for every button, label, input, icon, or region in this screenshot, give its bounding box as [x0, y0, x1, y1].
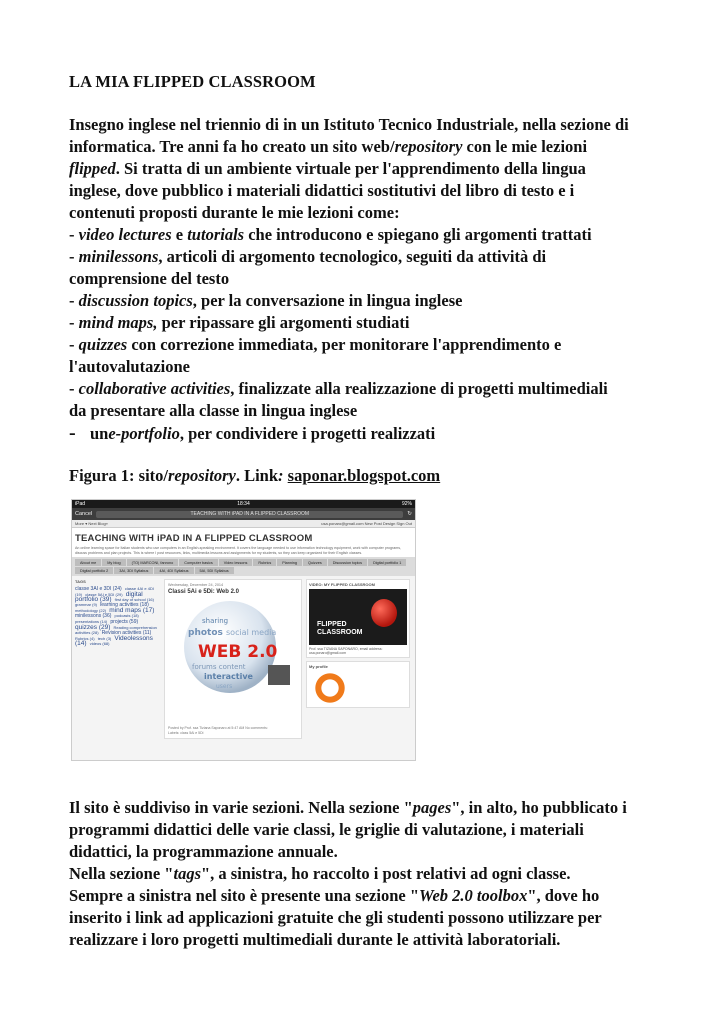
list-item-quizzes-cont: l'autovalutazione [69, 357, 191, 376]
tags-sidebar [75, 579, 160, 739]
tab-page[interactable]: Discussion topics [328, 559, 367, 566]
tag-link[interactable]: videos (68) [89, 641, 110, 646]
tab-page[interactable]: Computer basics [179, 559, 218, 566]
tab-page[interactable]: 5AI, 5DI Syllabus [195, 567, 234, 574]
tags-header: TAGS [75, 579, 86, 584]
reload-icon[interactable]: ↻ [407, 511, 412, 517]
tag-link[interactable]: grammar (9) [75, 602, 98, 607]
tag-cloud [75, 586, 160, 646]
video-widget [306, 579, 410, 658]
video-player[interactable]: FLIPPED CLASSROOM [309, 589, 407, 645]
list-item-minilessons-cont: comprensione del testo [69, 269, 230, 288]
closing-line: programmi didattici delle varie classi, le griglie di valutazione, i materiali [69, 820, 584, 839]
tab-page[interactable]: About me [75, 559, 101, 566]
list-item-eportfolio: - un e-portfolio , per condividere i progetti realizzati [69, 422, 436, 444]
svg-text:photos: photos [188, 628, 223, 638]
intro-line: contenuti proposti durante le mie lezioni come: [69, 203, 400, 222]
tag-link[interactable]: methodology (22) [75, 608, 107, 613]
blog-screenshot-figure [71, 499, 416, 761]
device-label: iPad [75, 501, 86, 507]
tag-link[interactable]: Rubrics (4) [75, 636, 95, 641]
figure-caption: Figura 1: sito/repository. Link: saponar.blogspot.com [69, 466, 441, 485]
closing-line: inserito i link ad applicazioni gratuite che gli studenti possono utilizzare per [69, 908, 602, 927]
blog-columns [72, 576, 415, 742]
tag-link[interactable]: presentations (14) [75, 619, 108, 624]
tag-link[interactable]: minilessons (36) [75, 613, 112, 619]
tag-link[interactable]: quizzes (29) [75, 624, 111, 631]
ipad-status-bar [72, 500, 415, 508]
tag-link[interactable]: classe 4AI e 4DI (19) [75, 586, 154, 597]
svg-text:users: users [216, 683, 233, 690]
intro-line: inglese, dove pubblico i materiali didattici sostitutivi del libro di testo e i [69, 181, 575, 200]
browser-bar [72, 508, 415, 520]
svg-text:WEB 2.0: WEB 2.0 [198, 642, 278, 662]
svg-text:interactive: interactive [204, 672, 253, 681]
tag-link[interactable]: classe 5AI e 5DI (29) [85, 592, 123, 597]
tag-link[interactable]: classe 3AI e 3DI (24) [75, 586, 122, 592]
closing-line: Sempre a sinistra nel sito è presente una sezione "Web 2.0 toolbox", dove ho [69, 886, 600, 905]
blog-description: An online learning space for Italian students who use computers in an English-speaking environment. It covers the language needed to use information technology equipment, work with computer programs, discuss problems and plan projects. This is where I post resources, links, multimedia lessons and assignments for my students, so they can keep organized for their English classes. [75, 546, 402, 555]
navbar-right[interactable]: usa.ponaro@gmail.com New Post Design Sign Out [321, 521, 412, 526]
video-caption: Prof. ssa TIZIANA SAPONARO, email address: usa.ponaro@gmail.com [309, 647, 383, 655]
intro-line: Insegno inglese nel triennio di in un Istituto Tecnico Industriale, nella sezione di [69, 115, 629, 134]
post-footer: Posted by Prof. ssa Tiziana Saponaro at 5:47 AM No comments: Labels: class 5Ai e 5Di [168, 726, 268, 735]
tag-link[interactable]: digital portfolio (39) [75, 591, 143, 603]
blogger-navbar [72, 520, 415, 528]
battery-level: 92% [401, 501, 412, 507]
intro-line: flipped. Si tratta di un ambiente virtuale per l'apprendimento della lingua [69, 159, 586, 178]
status-time: 18:34 [237, 501, 250, 507]
svg-text:social media: social media [226, 628, 277, 637]
tab-page[interactable]: 3AI, 3DI Syllabus [114, 567, 153, 574]
apple-icon [371, 599, 397, 627]
blog-header [72, 528, 415, 557]
tag-link[interactable]: podcasts (18) [114, 613, 139, 618]
list-item-mind-maps: - mind maps, per ripassare gli argomenti studiati [69, 313, 410, 332]
tag-link[interactable]: first day of school (16) [114, 597, 154, 602]
tag-link[interactable]: Reading comprehension activities (28) [75, 625, 157, 635]
profile-badge-icon[interactable] [313, 671, 347, 705]
blog-link[interactable]: saponar.blogspot.com [287, 466, 441, 485]
blog-title[interactable]: TEACHING WITH iPAD IN A FLIPPED CLASSROOM [75, 533, 313, 544]
tab-page[interactable]: My blog [102, 559, 125, 566]
svg-text:forums content: forums content [192, 663, 246, 671]
intro-line: informatica. Tre anni fa ho creato un sito web/repository con le mie lezioni [69, 137, 588, 156]
tag-link[interactable]: projects (59) [110, 619, 139, 625]
list-item-collaborative: - collaborative activities, finalizzate alla realizzazione di progetti multimediali [69, 379, 608, 398]
web20-sphere-image [168, 595, 298, 700]
tab-page[interactable]: Video lessons [219, 559, 253, 566]
video-header: VIDEO: MY FLIPPED CLASSROOM [309, 582, 375, 587]
closing-line: Nella sezione "tags", a sinistra, ho raccolto i post relativi ad ogni classe. [69, 864, 571, 883]
list-item-minilessons: - minilessons, articoli di argomento tecnologico, seguiti da attività di [69, 247, 547, 266]
closing-paragraph [69, 797, 669, 951]
tag-link[interactable]: learning activities (18) [100, 602, 149, 608]
right-sidebar [306, 579, 410, 739]
tag-link[interactable]: Videolessons (14) [75, 635, 153, 647]
list-item-discussion-topics: - discussion topics, per la conversazione in lingua inglese [69, 291, 463, 310]
closing-line: didattici, la programmazione annuale. [69, 842, 338, 861]
intro-paragraph [69, 114, 669, 445]
list-item-video-lectures: - video lectures e tutorials che introducono e spiegano gli argomenti trattati [69, 225, 592, 244]
tab-page[interactable]: Digital portfolio 1 [368, 559, 406, 566]
url-bar[interactable]: TEACHING WITH iPAD IN A FLIPPED CLASSROOM [96, 511, 403, 518]
profile-header: My profile [309, 664, 328, 669]
tab-page[interactable]: Digital portfolio 2 [75, 567, 113, 574]
tab-page[interactable]: Rubrics [253, 559, 276, 566]
document-title: LA MIA FLIPPED CLASSROOM [69, 72, 316, 91]
cancel-button[interactable]: Cancel [75, 511, 93, 517]
profile-widget [306, 661, 410, 708]
tab-page[interactable]: 4AI, 4DI Syllabus [154, 567, 193, 574]
svg-text:sharing: sharing [202, 617, 229, 625]
list-item-quizzes: - quizzes con correzione immediata, per monitorare l'apprendimento e [69, 335, 562, 354]
tab-page[interactable]: Quizzes [303, 559, 327, 566]
tab-page[interactable]: Planning [277, 559, 302, 566]
tag-link[interactable]: mind maps (17) [109, 607, 155, 614]
closing-line: Il sito è suddiviso in varie sezioni. Nella sezione "pages", in alto, ho pubblicato i [69, 798, 627, 817]
post-date: Wednesday, December 24, 2014 [168, 583, 224, 587]
tab-page[interactable]: (TO) MARCONI, fanrono [127, 559, 179, 566]
closing-line: realizzare i loro progetti multimediali durante le attività laboratoriali. [69, 930, 561, 949]
list-item-collaborative-cont: da presentare alla classe in lingua inglese [69, 401, 358, 420]
blog-pages-tabs [72, 557, 415, 576]
blog-post [164, 579, 302, 739]
tag-link[interactable]: Revision activities (11) [101, 630, 152, 636]
navbar-left[interactable]: More ▾ Next Blog» [75, 521, 108, 526]
tag-link[interactable]: tech (3) [97, 636, 112, 641]
post-title[interactable]: Classi 5Ai e 5Di: Web 2.0 [168, 589, 239, 595]
